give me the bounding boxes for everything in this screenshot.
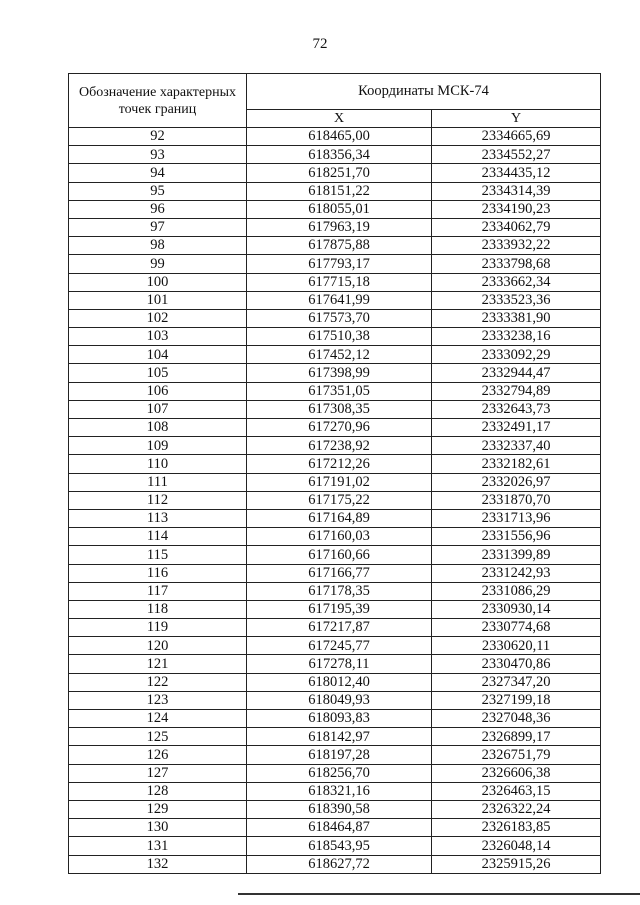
y-coordinate-cell: 2331556,96 [432, 528, 601, 546]
table-row [69, 218, 601, 236]
point-number-cell: 106 [69, 382, 247, 400]
y-coordinate-cell: 2332643,73 [432, 400, 601, 418]
point-number-cell: 120 [69, 637, 247, 655]
point-number-cell: 128 [69, 782, 247, 800]
x-coordinate-cell: 617245,77 [247, 637, 432, 655]
y-coordinate-cell: 2333798,68 [432, 255, 601, 273]
y-coordinate-cell: 2330620,11 [432, 637, 601, 655]
table-row [69, 419, 601, 437]
y-coordinate-cell: 2331399,89 [432, 546, 601, 564]
table-row [69, 237, 601, 255]
y-coordinate-cell: 2333092,29 [432, 346, 601, 364]
y-coordinate-cell: 2330930,14 [432, 600, 601, 618]
table-row [69, 455, 601, 473]
bottom-rule [238, 893, 640, 895]
point-number-cell: 102 [69, 309, 247, 327]
table-row [69, 819, 601, 837]
point-number-cell: 92 [69, 128, 247, 146]
y-coordinate-cell: 2326463,15 [432, 782, 601, 800]
x-coordinate-cell: 617963,19 [247, 218, 432, 236]
x-coordinate-cell: 617793,17 [247, 255, 432, 273]
x-coordinate-cell: 617452,12 [247, 346, 432, 364]
y-coordinate-cell: 2327199,18 [432, 691, 601, 709]
table-row [69, 128, 601, 146]
point-number-cell: 98 [69, 237, 247, 255]
point-number-cell: 123 [69, 691, 247, 709]
point-number-cell: 107 [69, 400, 247, 418]
y-coordinate-cell: 2326322,24 [432, 800, 601, 818]
x-coordinate-cell: 617212,26 [247, 455, 432, 473]
table-row [69, 146, 601, 164]
y-coordinate-cell: 2325915,26 [432, 855, 601, 873]
point-number-cell: 96 [69, 200, 247, 218]
table-row [69, 673, 601, 691]
x-coordinate-cell: 617573,70 [247, 309, 432, 327]
x-coordinate-cell: 617351,05 [247, 382, 432, 400]
point-number-cell: 126 [69, 746, 247, 764]
point-number-cell: 129 [69, 800, 247, 818]
coordinates-table [68, 73, 601, 874]
point-number-cell: 118 [69, 600, 247, 618]
y-coordinate-cell: 2334435,12 [432, 164, 601, 182]
point-number-cell: 116 [69, 564, 247, 582]
y-coordinate-cell: 2326751,79 [432, 746, 601, 764]
y-coordinate-cell: 2333932,22 [432, 237, 601, 255]
x-coordinate-cell: 617178,35 [247, 582, 432, 600]
page-number: 72 [312, 36, 328, 52]
table-row [69, 564, 601, 582]
x-coordinate-cell: 617164,89 [247, 509, 432, 527]
point-number-cell: 108 [69, 419, 247, 437]
x-coordinate-cell: 618012,40 [247, 673, 432, 691]
table-row [69, 619, 601, 637]
x-coordinate-cell: 617270,96 [247, 419, 432, 437]
y-coordinate-cell: 2332337,40 [432, 437, 601, 455]
table-row [69, 164, 601, 182]
table-row [69, 509, 601, 527]
point-number-cell: 122 [69, 673, 247, 691]
point-number-cell: 110 [69, 455, 247, 473]
table-row [69, 200, 601, 218]
table-row [69, 473, 601, 491]
table-row [69, 600, 601, 618]
y-coordinate-cell: 2326606,38 [432, 764, 601, 782]
table-row [69, 782, 601, 800]
x-coordinate-cell: 617238,92 [247, 437, 432, 455]
coordinate-system-header: Координаты МСК-74 [247, 74, 601, 110]
x-coordinate-cell: 618464,87 [247, 819, 432, 837]
y-coordinate-cell: 2333523,36 [432, 291, 601, 309]
y-coordinate-cell: 2326048,14 [432, 837, 601, 855]
x-coordinate-cell: 618251,70 [247, 164, 432, 182]
point-number-cell: 119 [69, 619, 247, 637]
table-row [69, 655, 601, 673]
x-coordinate-cell: 618142,97 [247, 728, 432, 746]
x-coordinate-cell: 618049,93 [247, 691, 432, 709]
point-number-cell: 95 [69, 182, 247, 200]
y-coordinate-cell: 2332794,89 [432, 382, 601, 400]
point-number-cell: 105 [69, 364, 247, 382]
y-coordinate-cell: 2334552,27 [432, 146, 601, 164]
point-number-cell: 127 [69, 764, 247, 782]
point-label-header: Обозначение характерных точек границ [69, 74, 247, 128]
table-row [69, 491, 601, 509]
y-coordinate-cell: 2333662,34 [432, 273, 601, 291]
table-row [69, 437, 601, 455]
x-coordinate-cell: 618543,95 [247, 837, 432, 855]
x-coordinate-cell: 617191,02 [247, 473, 432, 491]
y-coordinate-cell: 2333381,90 [432, 309, 601, 327]
point-number-cell: 104 [69, 346, 247, 364]
table-row [69, 837, 601, 855]
table-row [69, 746, 601, 764]
table-row [69, 800, 601, 818]
y-coordinate-cell: 2334314,39 [432, 182, 601, 200]
table-row [69, 309, 601, 327]
table-row [69, 400, 601, 418]
table-row [69, 710, 601, 728]
point-number-cell: 111 [69, 473, 247, 491]
table-row [69, 291, 601, 309]
table-row [69, 546, 601, 564]
y-coordinate-cell: 2327347,20 [432, 673, 601, 691]
x-coordinate-cell: 617875,88 [247, 237, 432, 255]
x-coordinate-cell: 617175,22 [247, 491, 432, 509]
table-row [69, 764, 601, 782]
table-row [69, 528, 601, 546]
x-coordinate-cell: 617278,11 [247, 655, 432, 673]
table-row [69, 273, 601, 291]
x-coordinate-cell: 617308,35 [247, 400, 432, 418]
point-number-cell: 117 [69, 582, 247, 600]
point-number-cell: 93 [69, 146, 247, 164]
y-column-header: Y [432, 110, 601, 128]
y-coordinate-cell: 2334190,23 [432, 200, 601, 218]
table-row [69, 328, 601, 346]
point-number-cell: 115 [69, 546, 247, 564]
x-coordinate-cell: 618093,83 [247, 710, 432, 728]
table-row [69, 582, 601, 600]
y-coordinate-cell: 2332944,47 [432, 364, 601, 382]
table-row [69, 637, 601, 655]
x-coordinate-cell: 618465,00 [247, 128, 432, 146]
y-coordinate-cell: 2332491,17 [432, 419, 601, 437]
y-coordinate-cell: 2333238,16 [432, 328, 601, 346]
x-coordinate-cell: 617217,87 [247, 619, 432, 637]
table-row [69, 691, 601, 709]
x-coordinate-cell: 618627,72 [247, 855, 432, 873]
y-coordinate-cell: 2331086,29 [432, 582, 601, 600]
y-coordinate-cell: 2326183,85 [432, 819, 601, 837]
x-coordinate-cell: 617195,39 [247, 600, 432, 618]
x-coordinate-cell: 618390,58 [247, 800, 432, 818]
y-coordinate-cell: 2334665,69 [432, 128, 601, 146]
x-coordinate-cell: 617160,03 [247, 528, 432, 546]
x-coordinate-cell: 617715,18 [247, 273, 432, 291]
y-coordinate-cell: 2331870,70 [432, 491, 601, 509]
table-row [69, 855, 601, 873]
point-number-cell: 113 [69, 509, 247, 527]
table-row [69, 255, 601, 273]
y-coordinate-cell: 2332026,97 [432, 473, 601, 491]
point-number-cell: 124 [69, 710, 247, 728]
point-number-cell: 132 [69, 855, 247, 873]
y-coordinate-cell: 2331713,96 [432, 509, 601, 527]
y-coordinate-cell: 2326899,17 [432, 728, 601, 746]
table-header-row-top [69, 74, 601, 110]
point-number-cell: 112 [69, 491, 247, 509]
y-coordinate-cell: 2327048,36 [432, 710, 601, 728]
y-coordinate-cell: 2334062,79 [432, 218, 601, 236]
point-number-cell: 121 [69, 655, 247, 673]
point-number-cell: 131 [69, 837, 247, 855]
x-column-header: X [247, 110, 432, 128]
point-number-cell: 114 [69, 528, 247, 546]
x-coordinate-cell: 617160,66 [247, 546, 432, 564]
x-coordinate-cell: 618197,28 [247, 746, 432, 764]
table-row [69, 182, 601, 200]
point-number-cell: 101 [69, 291, 247, 309]
y-coordinate-cell: 2330774,68 [432, 619, 601, 637]
point-number-cell: 109 [69, 437, 247, 455]
table-row [69, 382, 601, 400]
x-coordinate-cell: 617510,38 [247, 328, 432, 346]
x-coordinate-cell: 618321,16 [247, 782, 432, 800]
point-number-cell: 97 [69, 218, 247, 236]
x-coordinate-cell: 617398,99 [247, 364, 432, 382]
point-number-cell: 103 [69, 328, 247, 346]
x-coordinate-cell: 618256,70 [247, 764, 432, 782]
table-header [69, 74, 601, 128]
x-coordinate-cell: 618055,01 [247, 200, 432, 218]
y-coordinate-cell: 2331242,93 [432, 564, 601, 582]
table-row [69, 364, 601, 382]
x-coordinate-cell: 617166,77 [247, 564, 432, 582]
y-coordinate-cell: 2330470,86 [432, 655, 601, 673]
point-number-cell: 125 [69, 728, 247, 746]
x-coordinate-cell: 617641,99 [247, 291, 432, 309]
point-number-cell: 99 [69, 255, 247, 273]
table-row [69, 346, 601, 364]
point-number-cell: 100 [69, 273, 247, 291]
point-number-cell: 130 [69, 819, 247, 837]
x-coordinate-cell: 618356,34 [247, 146, 432, 164]
table-body [69, 128, 601, 874]
point-number-cell: 94 [69, 164, 247, 182]
x-coordinate-cell: 618151,22 [247, 182, 432, 200]
y-coordinate-cell: 2332182,61 [432, 455, 601, 473]
table-row [69, 728, 601, 746]
